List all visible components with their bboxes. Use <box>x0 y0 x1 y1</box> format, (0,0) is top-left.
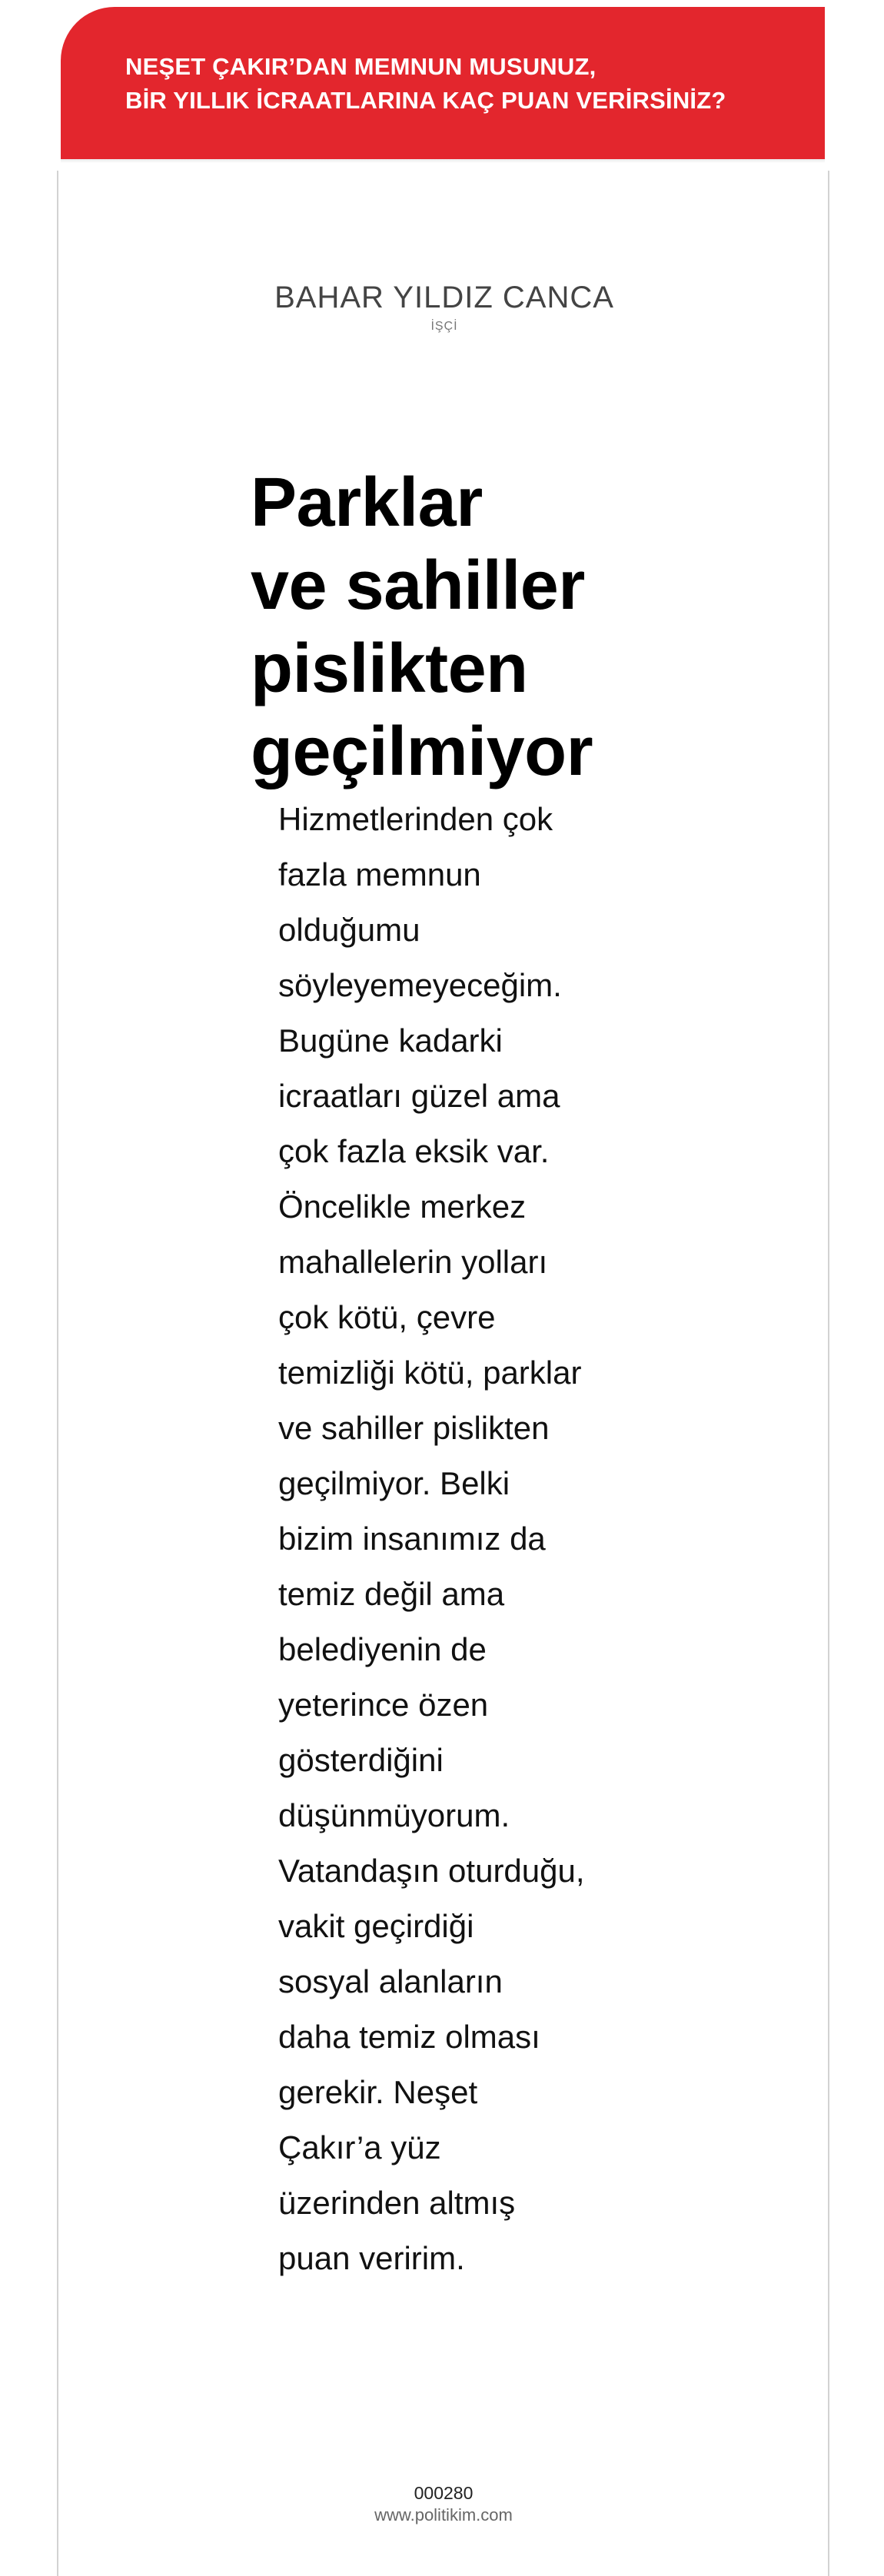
question-banner <box>61 7 825 159</box>
body-line: icraatları güzel ama <box>278 1078 560 1114</box>
body-line: yeterince özen <box>278 1687 489 1723</box>
banner-shadow <box>61 159 825 163</box>
body-line: söyleyemeyeceğim. <box>278 967 562 1003</box>
body-line: Hizmetlerinden çok <box>278 801 553 837</box>
headline-line: ve sahiller <box>251 547 585 624</box>
footer <box>0 2481 884 2526</box>
banner-question-line-1: NEŞET ÇAKIR’DAN MEMNUN MUSUNUZ, <box>125 53 597 80</box>
body-line: gerekir. Neşet <box>278 2074 478 2110</box>
author-role: İŞÇİ <box>430 320 458 333</box>
body-line: düşünmüyorum. <box>278 1797 510 1833</box>
body-line: gösterdiğini <box>278 1742 444 1778</box>
body-line: vakit geçirdiği <box>278 1908 474 1944</box>
author-block <box>0 278 884 334</box>
body-line: fazla memnun <box>278 856 481 892</box>
headline-line: geçilmiyor <box>251 713 593 790</box>
footer-code: 000280 <box>414 2483 474 2503</box>
body-line: üzerinden altmış <box>278 2185 516 2221</box>
body-line: çok kötü, çevre <box>278 1299 496 1335</box>
author-name: BAHAR YILDIZ CANCA <box>274 281 614 314</box>
body-line: Vatandaşın oturduğu, <box>278 1853 585 1889</box>
body-line: ve sahiller pislikten <box>278 1410 550 1446</box>
banner-question-line-2: BİR YILLIK İCRAATLARINA KAÇ PUAN VERİRSİNİZ? <box>125 87 726 114</box>
frame-right-border <box>828 171 829 2576</box>
body-line: belediyenin de <box>278 1631 487 1667</box>
body-line: olduğumu <box>278 912 420 948</box>
body-line: Bugüne kadarki <box>278 1022 503 1059</box>
body-line: geçilmiyor. Belki <box>278 1465 510 1501</box>
body-line: Çakır’a yüz <box>278 2129 441 2166</box>
body-line: daha temiz olması <box>278 2019 540 2055</box>
body-line: bizim insanımız da <box>278 1521 546 1557</box>
body-line: sosyal alanların <box>278 1963 503 1999</box>
headline-line: Parklar <box>251 464 483 541</box>
body-line: çok fazla eksik var. <box>278 1133 550 1169</box>
footer-url: www.politikim.com <box>374 2505 513 2524</box>
frame-left-border <box>57 171 58 2576</box>
body-line: puan veririm. <box>278 2240 465 2276</box>
headline-line: pislikten <box>251 630 528 707</box>
headline <box>251 461 593 793</box>
body-line: Öncelikle merkez <box>278 1188 527 1225</box>
body-line: temiz değil ama <box>278 1576 505 1612</box>
body-line: temizliği kötü, parklar <box>278 1354 582 1391</box>
body-line: mahallelerin yolları <box>278 1244 548 1280</box>
article-body <box>278 792 616 2286</box>
